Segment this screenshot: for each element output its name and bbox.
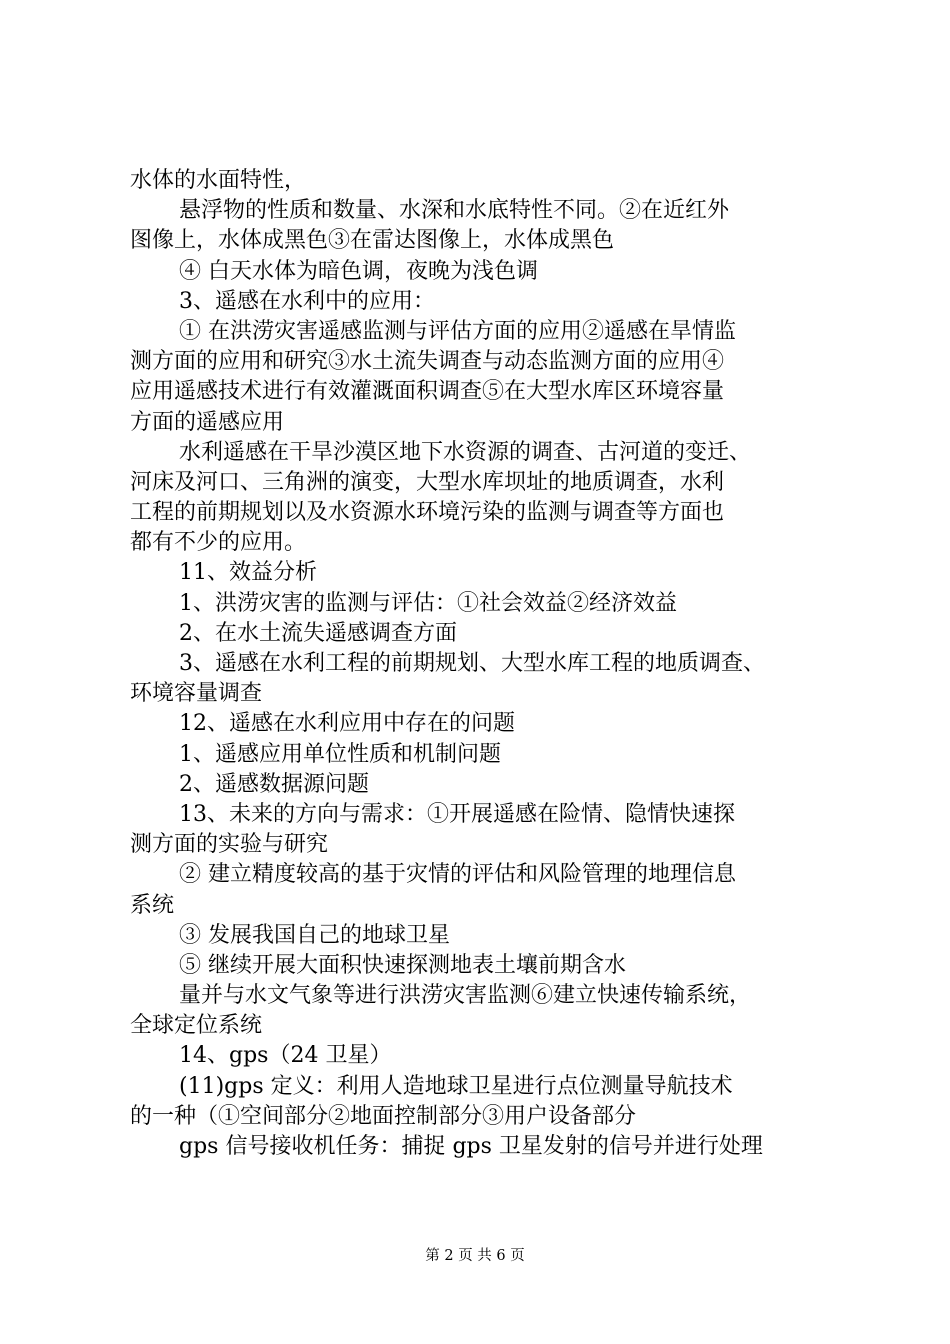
text-line: 测方面的实验与研究 (130, 832, 329, 858)
text-line: 11、效益分析 (179, 560, 317, 586)
text-line: 水利遥感在干旱沙漠区地下水资源的调查、古河道的变迁、 (179, 439, 752, 465)
text-line: 1、遥感应用单位性质和机制问题 (179, 741, 501, 767)
text-line: 量并与水文气象等进行洪涝灾害监测⑥建立快速传输系统， (179, 983, 752, 1009)
text-line: 河床及河口、三角洲的演变，大型水库坝址的地质调查，水利 (130, 469, 725, 495)
text-line: 13、未来的方向与需求：①开展遥感在险情、隐情快速探 (179, 801, 735, 827)
text-line: ② 建立精度较高的基于灾情的评估和风险管理的地理信息 (179, 862, 736, 888)
body-text (130, 166, 850, 1162)
text-line: 12、遥感在水利应用中存在的问题 (179, 711, 515, 737)
text-line: 2、在水土流失遥感调查方面 (179, 620, 457, 646)
text-line: 环境容量调查 (130, 681, 263, 707)
text-line: 方面的遥感应用 (130, 409, 285, 435)
text-line: 应用遥感技术进行有效灌溉面积调查⑤在大型水库区环境容量 (130, 379, 725, 405)
text-line: 2、遥感数据源问题 (179, 771, 369, 797)
text-line: ⑤ 继续开展大面积快速探测地表土壤前期含水 (179, 952, 626, 978)
text-line: gps 信号接收机任务：捕捉 gps 卫星发射的信号并进行处理 (179, 1134, 763, 1159)
text-line: ③ 发展我国自己的地球卫星 (179, 922, 450, 948)
page-footer: 第 2 页 共 6 页 (425, 1248, 525, 1264)
text-line: 悬浮物的性质和数量、水深和水底特性不同。②在近红外 (179, 198, 730, 224)
text-line: 图像上，水体成黑色③在雷达图像上，水体成黑色 (130, 228, 615, 254)
text-line: (11)gps 定义：利用人造地球卫星进行点位测量导航技术 (179, 1073, 733, 1099)
text-line: 系统 (130, 892, 175, 918)
text-line: ④ 白天水体为暗色调，夜晚为浅色调 (179, 258, 538, 284)
text-line: 水体的水面特性， (130, 168, 307, 193)
text-line: 测方面的应用和研究③水土流失调查与动态监测方面的应用④ (130, 349, 725, 375)
text-line: 都有不少的应用。 (130, 530, 307, 556)
text-line: 1、洪涝灾害的监测与评估：①社会效益②经济效益 (179, 590, 677, 616)
text-line: 工程的前期规划以及水资源水环境污染的监测与调查等方面也 (130, 500, 725, 526)
text-line: 的一种（①空间部分②地面控制部分③用户设备部分 (130, 1103, 637, 1129)
text-line: 全球定位系统 (130, 1013, 263, 1039)
text-line: 3、遥感在水利工程的前期规划、大型水库工程的地质调查、 (179, 651, 765, 676)
text-line: ① 在洪涝灾害遥感监测与评估方面的应用②遥感在旱情监 (179, 318, 736, 344)
text-line: 14、gps（24 卫星） (179, 1043, 392, 1069)
text-line: 3、遥感在水利中的应用： (179, 288, 435, 314)
